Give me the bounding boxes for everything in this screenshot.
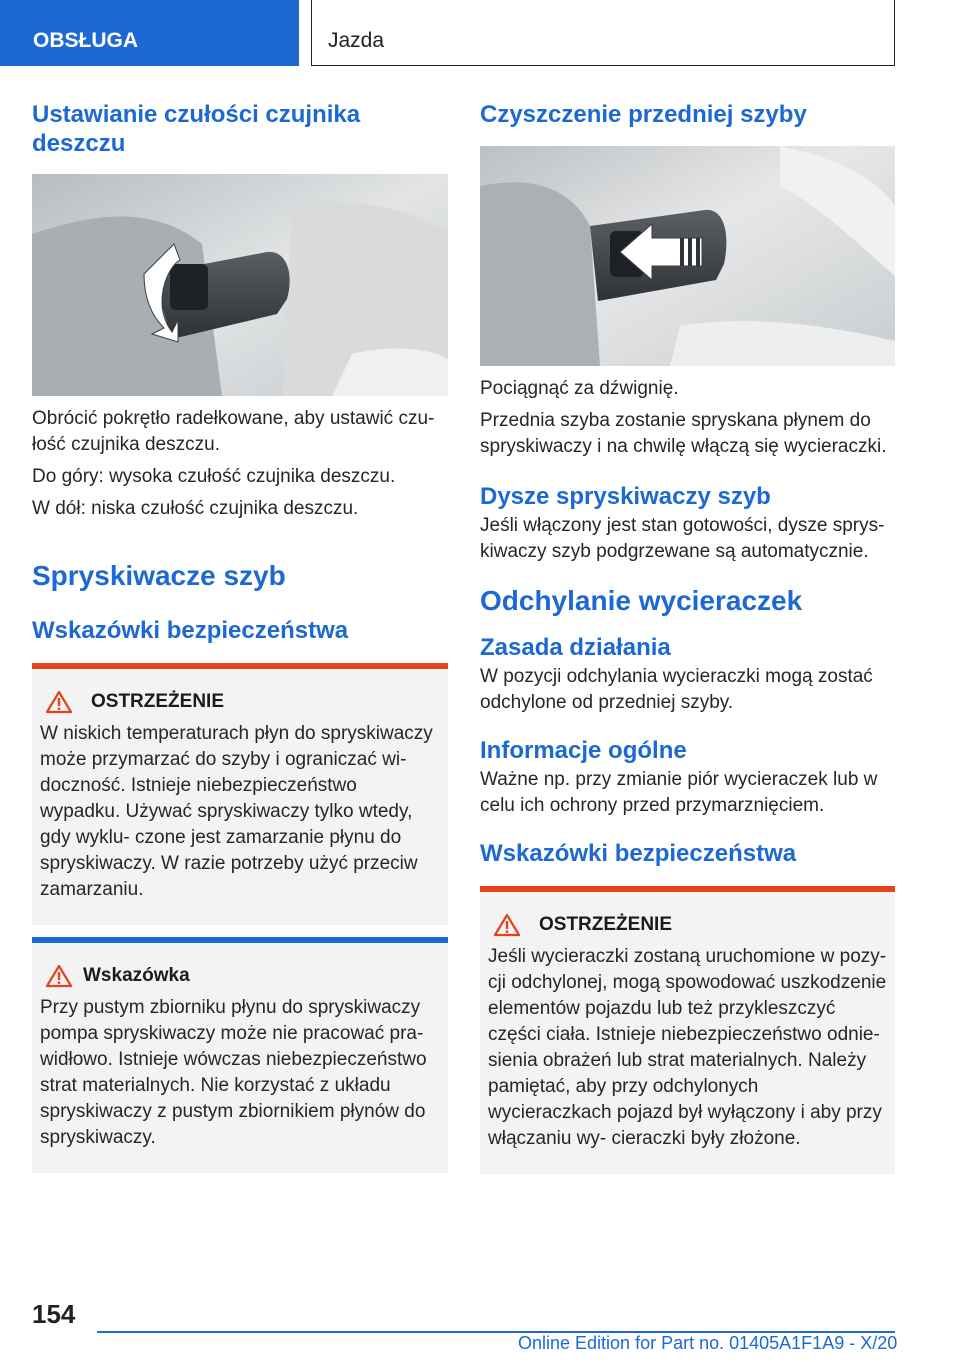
right-safety-heading: Wskazówki bezpieczeństwa: [480, 840, 797, 867]
clean-result: Przednia szyba zostanie spryskana płynem do spryskiwaczy i na chwilę włączą się wycieraczki.: [480, 410, 887, 457]
rain-sensor-up: Do góry: wysoka czułość czujnika deszczu.: [32, 466, 396, 487]
page-header: [0, 0, 960, 66]
right-warning-box: [480, 886, 895, 1174]
washers-heading: Spryskiwacze szyb: [32, 560, 286, 591]
warning-triangle-icon: [45, 690, 73, 714]
rain-sensor-instruction: Obrócić pokrętło radełkowane, aby ustawić czu- łość czujnika deszczu.: [32, 408, 435, 455]
left-column: [32, 100, 448, 1173]
page-number: 154: [32, 1299, 76, 1329]
section-tab: OBSŁUGA: [0, 0, 299, 66]
general-info-text: Ważne np. przy zmianie piór wycieraczek lub w celu ich ochrony przed przymarznięciem.: [480, 769, 878, 816]
left-safety-heading: Wskazówki bezpieczeństwa: [32, 617, 349, 644]
principle-text: W pozycji odchylania wycieraczki mogą zostać odchylone od przedniej szyby.: [480, 666, 873, 713]
rain-sensor-photo: [32, 174, 448, 396]
nozzles-heading: Dysze spryskiwaczy szyb: [480, 483, 771, 510]
left-warning-box: [32, 663, 448, 925]
chapter-tab: Jazda: [311, 0, 895, 66]
note-title: Wskazówka: [40, 963, 440, 989]
foldout-heading: Odchylanie wycieraczek: [480, 585, 803, 616]
right-column: [480, 100, 895, 1174]
nozzles-text: Jeśli włączony jest stan gotowości, dysze sprys- kiwaczy szyb podgrzewane są automatycznie.: [480, 515, 885, 562]
right-warning-title: OSTRZEŻENIE: [488, 912, 887, 938]
rain-sensor-heading: Ustawianie czułości czujnika deszczu: [32, 101, 361, 157]
general-info-heading: Informacje ogólne: [480, 737, 687, 764]
left-warning-text: W niskich temperaturach płyn do spryskiwaczy może przymarzać do szyby i ograniczać wi- doczność. Istnieje niebezpieczeństwo wypadku. Używać spryskiwaczy tylko wtedy, gdy wyklu- czone jest zamarzanie płynu do spryskiwaczy. W razie potrzeby użyć przeciw zamarzaniu.: [40, 723, 433, 900]
footer-edition: Online Edition for Part no. 01405A1F1A9 - X/20: [518, 1333, 898, 1353]
warning-triangle-icon: [45, 964, 73, 988]
right-warning-text: Jeśli wycieraczki zostaną uruchomione w pozy- cji odchylonej, mogą spowodować uszkodzenie elementów pojazdu lub też przykleszczyć części ciała. Istnieje niebezpieczeństwo odnie- sienia obrażeń lub strat materialnych. Należy pamiętać, aby przy odchylonych wycieraczkach pojazd był wyłączony i aby przy włączaniu wy- cieraczki były złożone.: [488, 946, 887, 1149]
note-text: Przy pustym zbiorniku płynu do spryskiwaczy pompa spryskiwaczy może nie pracować pra- widłowo. Istnieje wówczas niebezpieczeństwo strat materialnych. Nie korzystać z układu spryskiwaczy z pustym zbiornikiem płynów do spryskiwaczy.: [40, 997, 427, 1148]
rain-sensor-down: W dół: niska czułość czujnika deszczu.: [32, 498, 359, 519]
left-warning-title: OSTRZEŻENIE: [40, 689, 440, 715]
wiper-lever-photo: [480, 146, 895, 366]
clean-windshield-heading: Czyszczenie przedniej szyby: [480, 101, 807, 128]
principle-heading: Zasada działania: [480, 634, 671, 661]
warning-triangle-icon: [493, 913, 521, 937]
note-box: [32, 937, 448, 1173]
clean-instruction: Pociągnąć za dźwignię.: [480, 378, 679, 399]
